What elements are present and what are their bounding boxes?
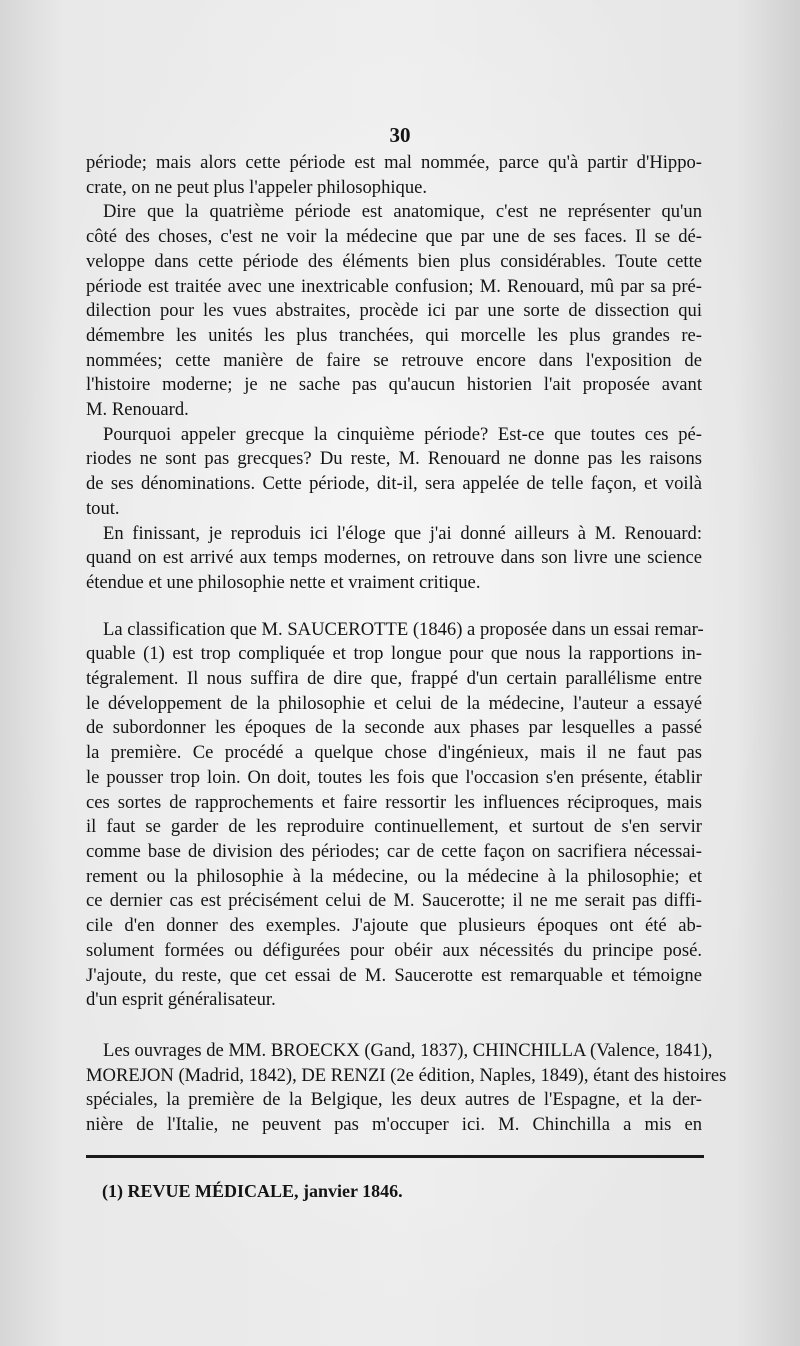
- text-line: solument formées ou défigurées pour obéir aux nécessités du principe posé.: [86, 939, 702, 961]
- text-line: nommées; cette manière de faire se retrouve encore dans l'exposition de: [86, 349, 702, 371]
- text-line: En finissant, je reproduis ici l'éloge que j'ai donné ailleurs à M. Renouard:: [103, 522, 702, 544]
- text-line: étendue et une philosophie nette et vraiment critique.: [86, 571, 481, 593]
- text-line: ce dernier cas est précisément celui de M. Saucerotte; il ne me serait pas diffi-: [86, 890, 702, 912]
- text-line: d'un esprit généralisateur.: [86, 989, 276, 1011]
- footnote-rule: [86, 1155, 704, 1158]
- footnote: (1) REVUE MÉDICALE, janvier 1846.: [102, 1181, 403, 1201]
- text-line: tout.: [86, 497, 120, 519]
- text-line: J'ajoute, du reste, que cet essai de M. Saucerotte est remarquable et témoigne: [86, 964, 702, 986]
- text-line: le pousser trop loin. On doit, toutes les fois que l'occasion s'en présente, établir: [86, 766, 702, 788]
- text-line: riodes ne sont pas grecques? Du reste, M. Renouard ne donne pas les raisons: [86, 448, 702, 470]
- text-line: le développement de la philosophie et celui de la médecine, l'auteur a essayé: [86, 692, 702, 714]
- text-line: cile d'en donner des exemples. J'ajoute que plusieurs époques ont été ab-: [86, 915, 702, 937]
- text-line: Pourquoi appeler grecque la cinquième période? Est-ce que toutes ces pé-: [103, 423, 702, 445]
- text-line: tégralement. Il nous suffira de dire que, frappé d'un certain parallélisme entre: [86, 668, 702, 690]
- text-line: côté des choses, c'est ne voir la médecine que par une de ses faces. Il se dé-: [86, 226, 702, 248]
- text-line: Dire que la quatrième période est anatomique, c'est ne représenter qu'un: [103, 201, 702, 223]
- text-line: quable (1) est trop compliquée et trop longue pour que nous la rapportions in-: [86, 643, 702, 665]
- text-line: de subordonner les époques de la seconde aux phases par lesquelles a passé: [86, 717, 702, 739]
- text-line: comme base de division des périodes; car de cette façon on sacrifiera nécessai-: [86, 840, 702, 862]
- text-line: démembre les unités les plus tranchées, qui morcelle les plus grandes re-: [86, 324, 702, 346]
- text-line: de ses dénominations. Cette période, dit-il, sera appelée de telle façon, et voilà: [86, 473, 702, 495]
- text-line: dilection pour les vues abstraites, procède ici par une sorte de dissection qui: [86, 300, 702, 322]
- text-line: il faut se garder de les reproduire continuellement, et surtout de s'en servir: [86, 816, 702, 838]
- text-line: MOREJON (Madrid, 1842), DE RENZI (2e édition, Naples, 1849), étant des histoires: [86, 1064, 727, 1086]
- text-line: spéciales, la première de la Belgique, les deux autres de l'Espagne, et la der-: [86, 1089, 702, 1111]
- text-line: crate, on ne peut plus l'appeler philosophique.: [86, 176, 428, 198]
- text-line: la première. Ce procédé a quelque chose d'ingénieux, mais il ne faut pas: [86, 742, 702, 764]
- text-line: ces sortes de rapprochements et faire ressortir les influences réciproques, mais: [86, 791, 702, 813]
- text-line: Les ouvrages de MM. BROECKX (Gand, 1837), CHINCHILLA (Valence, 1841),: [103, 1039, 713, 1061]
- text-line: rement ou la philosophie à la médecine, ou la médecine à la philosophie; et: [86, 865, 702, 887]
- text-line: quand on est arrivé aux temps modernes, on retrouve dans son livre une science: [86, 547, 702, 569]
- page-number: 30: [389, 123, 411, 147]
- paragraph-gap: [86, 1013, 702, 1039]
- text-line: l'histoire moderne; je ne sache pas qu'aucun historien l'ait proposée avant: [86, 374, 702, 396]
- text-line: nière de l'Italie, ne peuvent pas m'occuper ici. M. Chinchilla a mis en: [86, 1114, 702, 1136]
- paragraph-gap: [86, 596, 702, 618]
- text-line: veloppe dans cette période des éléments bien plus considérables. Toute cette: [86, 250, 702, 272]
- body-text: [86, 151, 727, 1138]
- text-line: La classification que M. SAUCEROTTE (1846) a proposée dans un essai remar-: [103, 618, 704, 640]
- text-line: période; mais alors cette période est mal nommée, parce qu'à partir d'Hippo-: [86, 152, 702, 173]
- text-line: période est traitée avec une inextricable confusion; M. Renouard, mû par sa pré-: [86, 275, 702, 297]
- text-line: M. Renouard.: [86, 399, 189, 421]
